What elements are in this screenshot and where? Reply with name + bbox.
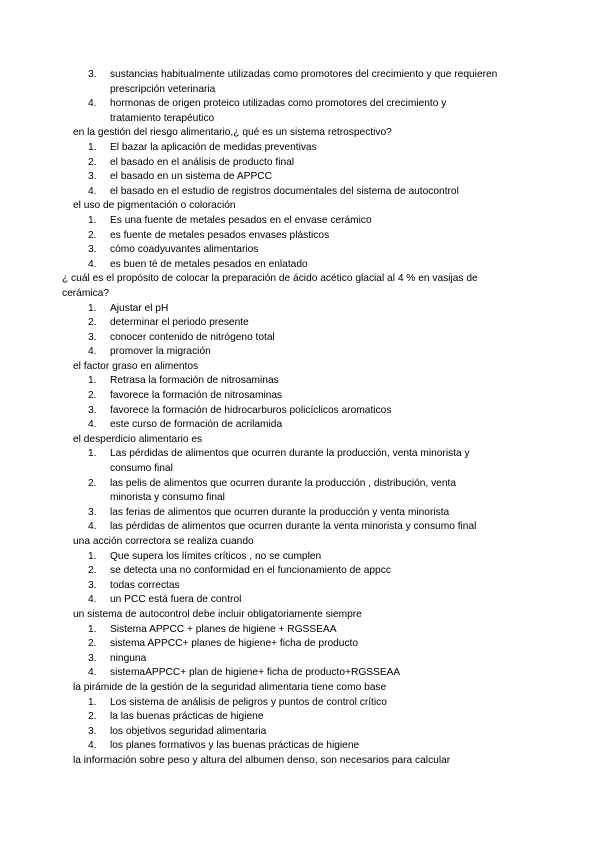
option-item bbox=[88, 710, 500, 725]
option-item bbox=[88, 141, 500, 156]
option-item bbox=[88, 302, 500, 317]
option-text: las pelis de alimentos que ocurren durante la producción , distribución, venta minorista y consumo final bbox=[110, 477, 457, 504]
option-text: conocer contenido de nitrógeno total bbox=[110, 331, 275, 343]
option-number: 4. bbox=[88, 185, 97, 197]
question-text: un sistema de autocontrol debe incluir obligatoriamente siempre bbox=[73, 608, 362, 620]
option-item bbox=[88, 666, 500, 681]
option-item bbox=[88, 520, 500, 535]
question-text: la pirámide de la gestión de la seguridad alimentaria tiene como base bbox=[73, 681, 387, 693]
option-item bbox=[88, 652, 500, 667]
option-number: 1. bbox=[88, 550, 97, 562]
question-block bbox=[0, 754, 600, 769]
document-page bbox=[0, 68, 600, 769]
question-block bbox=[0, 360, 600, 433]
option-text: el basado en el análisis de producto final bbox=[110, 156, 295, 168]
option-item bbox=[88, 637, 500, 652]
option-number: 1. bbox=[88, 302, 97, 314]
option-number: 3. bbox=[88, 244, 97, 256]
question-block bbox=[0, 199, 600, 272]
option-number: 3. bbox=[88, 579, 97, 591]
option-item bbox=[88, 258, 500, 273]
option-number: 3. bbox=[88, 404, 97, 416]
option-number: 4. bbox=[88, 98, 97, 110]
option-number: 2. bbox=[88, 477, 97, 489]
option-text: Es una fuente de metales pesados en el envase cerámico bbox=[110, 214, 372, 226]
option-number: 1. bbox=[88, 448, 97, 460]
option-number: 2. bbox=[88, 565, 97, 577]
option-text: favorece la formación de nitrosaminas bbox=[110, 390, 283, 402]
option-item bbox=[88, 564, 500, 579]
question-text: ¿ cuál es el propósito de colocar la preparación de ácido acético glacial al 4 % en vasijas de cerámica? bbox=[62, 273, 478, 299]
option-number: 1. bbox=[88, 696, 97, 708]
option-text: se detecta una no conformidad en el funcionamiento de appcc bbox=[110, 565, 391, 577]
option-number: 4. bbox=[88, 346, 97, 358]
option-number: 2. bbox=[88, 390, 97, 402]
option-text: cómo coadyuvantes alimentarios bbox=[110, 244, 259, 256]
option-number: 2. bbox=[88, 711, 97, 723]
option-number: 3. bbox=[88, 652, 97, 664]
option-number: 1. bbox=[88, 141, 97, 153]
option-item bbox=[88, 404, 500, 419]
option-number: 4. bbox=[88, 594, 97, 606]
option-text: El bazar la aplicación de medidas preventivas bbox=[110, 141, 317, 153]
question-text: la información sobre peso y altura del albumen denso, son necesarios para calcular bbox=[73, 754, 451, 766]
option-number: 3. bbox=[88, 725, 97, 737]
option-text: el basado en un sistema de APPCC bbox=[110, 171, 272, 183]
option-text: un PCC está fuera de control bbox=[110, 594, 242, 606]
option-item bbox=[88, 156, 500, 171]
option-item bbox=[88, 477, 500, 506]
option-item bbox=[88, 185, 500, 200]
option-text: Las pérdidas de alimentos que ocurren durante la producción, venta minorista y consumo final bbox=[110, 448, 470, 475]
question-text: el factor graso en alimentos bbox=[73, 360, 199, 372]
option-number: 4. bbox=[88, 258, 97, 270]
option-number: 1. bbox=[88, 623, 97, 635]
question-text: el desperdicio alimentario es bbox=[73, 433, 203, 445]
option-item bbox=[88, 331, 500, 346]
option-number: 1. bbox=[88, 375, 97, 387]
option-text: sustancias habitualmente utilizadas como promotores del crecimiento y que requieren prescripción veterinaria bbox=[110, 69, 498, 95]
option-text: sistemaAPPCC+ plan de higiene+ ficha de producto+RGSSEAA bbox=[110, 667, 401, 679]
option-item bbox=[88, 593, 500, 608]
option-item bbox=[88, 696, 500, 711]
option-number: 3. bbox=[88, 171, 97, 183]
option-number: 2. bbox=[88, 229, 97, 241]
option-item bbox=[88, 579, 500, 594]
option-item bbox=[88, 374, 500, 389]
option-number: 3. bbox=[88, 331, 97, 343]
option-text: hormonas de origen proteico utilizadas como promotores del crecimiento y tratamiento terapéutico bbox=[110, 98, 447, 124]
option-text: todas correctas bbox=[110, 579, 180, 591]
option-item bbox=[88, 725, 500, 740]
option-item bbox=[88, 243, 500, 258]
option-text: sistema APPCC+ planes de higiene+ ficha de producto bbox=[110, 638, 359, 650]
option-item bbox=[88, 623, 500, 638]
option-text: las pérdidas de alimentos que ocurren durante la venta minorista y consumo final bbox=[110, 521, 477, 533]
option-text: los objetivos seguridad alimentaria bbox=[110, 725, 267, 737]
option-number: 4. bbox=[88, 667, 97, 679]
option-number: 1. bbox=[88, 214, 97, 226]
option-text: Retrasa la formación de nitrosaminas bbox=[110, 375, 279, 387]
option-text: los planes formativos y las buenas prácticas de higiene bbox=[110, 740, 360, 752]
option-text: el basado en el estudio de registros documentales del sistema de autocontrol bbox=[110, 185, 459, 197]
option-number: 3. bbox=[88, 506, 97, 518]
question-block bbox=[0, 535, 600, 608]
option-number: 2. bbox=[88, 156, 97, 168]
option-text: promover la migración bbox=[110, 346, 211, 358]
question-text: una acción correctora se realiza cuando bbox=[73, 536, 254, 547]
option-text: es buen té de metales pesados en enlatado bbox=[110, 258, 308, 270]
option-item bbox=[88, 550, 500, 565]
option-text: es fuente de metales pesados envases plásticos bbox=[110, 229, 330, 241]
option-item bbox=[88, 214, 500, 229]
option-item bbox=[88, 447, 500, 476]
option-text: este curso de formación de acrilamida bbox=[110, 419, 283, 431]
option-item bbox=[88, 389, 500, 404]
option-text: la las buenas prácticas de higiene bbox=[110, 711, 264, 723]
option-item bbox=[88, 345, 500, 360]
option-number: 2. bbox=[88, 317, 97, 329]
option-text: Que supera los límites críticos , no se cumplen bbox=[110, 550, 322, 562]
option-item bbox=[88, 229, 500, 244]
option-item bbox=[88, 170, 500, 185]
option-text: Los sistema de análisis de peligros y puntos de control crítico bbox=[110, 696, 387, 708]
option-item bbox=[88, 418, 500, 433]
question-block bbox=[0, 126, 600, 199]
option-text: ninguna bbox=[110, 652, 147, 664]
option-item bbox=[88, 97, 500, 126]
option-number: 3. bbox=[88, 69, 97, 80]
option-item bbox=[88, 68, 500, 97]
option-item bbox=[88, 506, 500, 521]
option-number: 4. bbox=[88, 740, 97, 752]
option-text: favorece la formación de hidrocarburos policíclicos aromaticos bbox=[110, 404, 392, 416]
option-item bbox=[88, 316, 500, 331]
question-block bbox=[0, 608, 600, 681]
option-text: Sistema APPCC + planes de higiene + RGSSEAA bbox=[110, 623, 337, 635]
question-block bbox=[0, 433, 600, 535]
option-text: las ferias de alimentos que ocurren durante la producción y venta minorista bbox=[110, 506, 450, 518]
option-number: 2. bbox=[88, 638, 97, 650]
option-text: determinar el periodo presente bbox=[110, 317, 249, 329]
question-text: en la gestión del riesgo alimentario,¿ qué es un sistema retrospectivo? bbox=[73, 127, 392, 139]
leading-options bbox=[0, 68, 600, 126]
option-text: Ajustar el pH bbox=[110, 302, 169, 314]
question-block bbox=[0, 681, 600, 754]
option-number: 4. bbox=[88, 419, 97, 431]
question-text: el uso de pigmentación o coloración bbox=[73, 200, 236, 212]
option-number: 4. bbox=[88, 521, 97, 533]
option-item bbox=[88, 739, 500, 754]
question-block bbox=[0, 272, 600, 360]
